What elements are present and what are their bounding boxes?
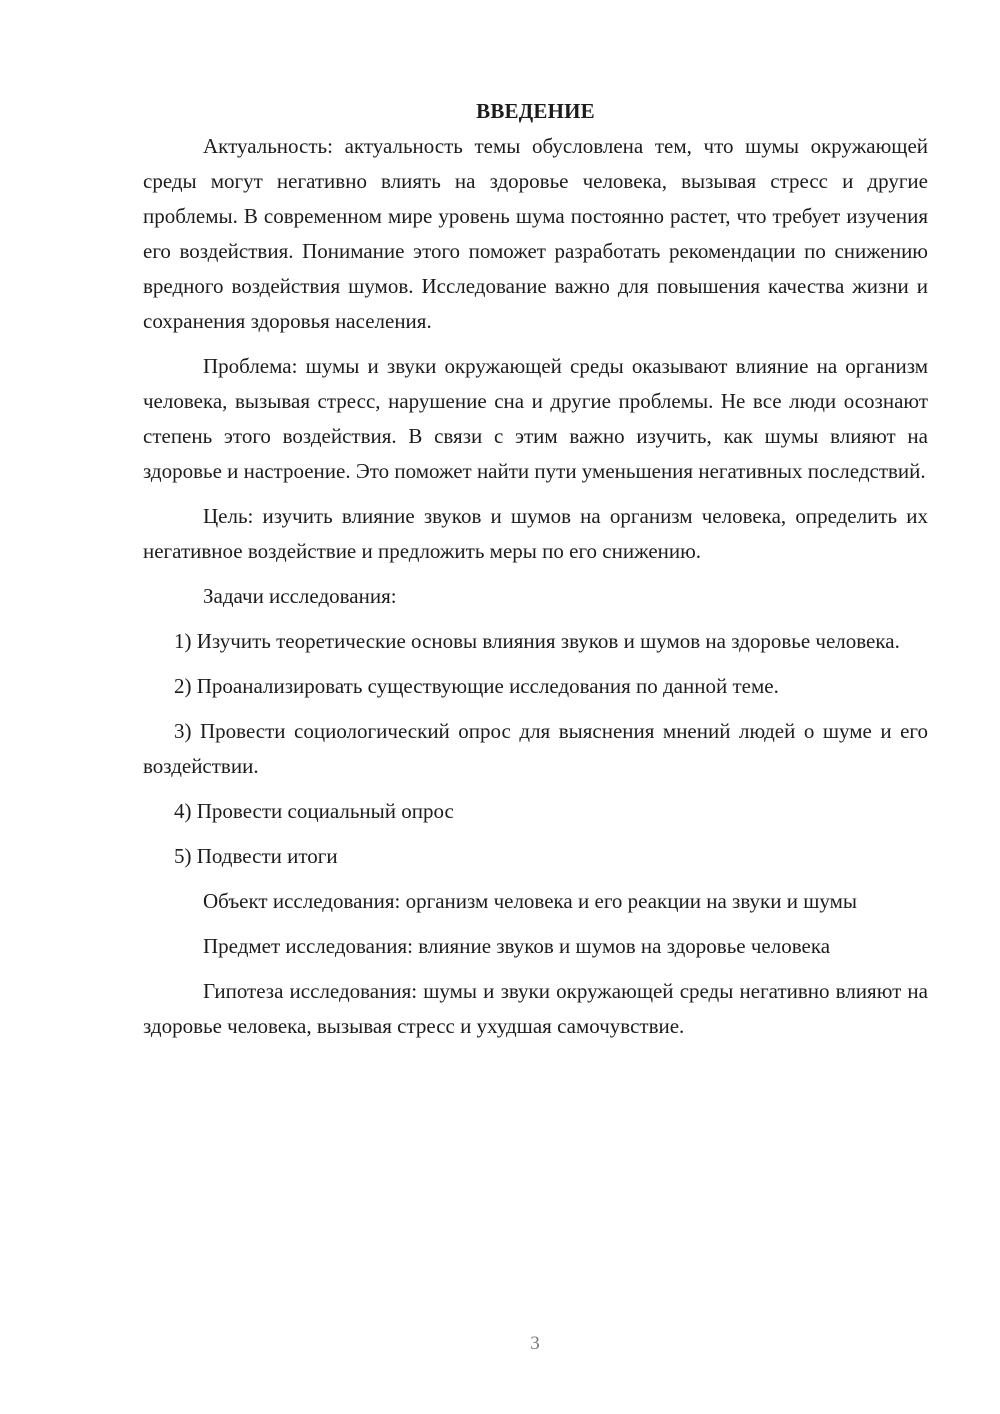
- task-item-4: 4) Провести социальный опрос: [174, 799, 454, 823]
- paragraph-hypothesis: Гипотеза исследования: шумы и звуки окружающей среды негативно влияют на здоровье человека, вызывая стресс и ухудшая самочувствие.: [143, 979, 928, 1038]
- document-title: ВВЕДЕНИЕ: [476, 99, 595, 123]
- page-number: 3: [530, 1333, 540, 1354]
- paragraph-goal: Цель: изучить влияние звуков и шумов на организм человека, определить их негативное воздействие и предложить меры по его снижению.: [143, 504, 928, 563]
- task-item-1: 1) Изучить теоретические основы влияния звуков и шумов на здоровье человека.: [174, 629, 900, 653]
- tasks-heading: Задачи исследования:: [203, 584, 397, 608]
- document-page: [143, 94, 928, 1044]
- task-item-2: 2) Проанализировать существующие исследования по данной теме.: [174, 674, 779, 698]
- paragraph-problem: Проблема: шумы и звуки окружающей среды оказывают влияние на организм человека, вызывая стресс, нарушение сна и другие проблемы. Не все люди осознают степень этого воздействия. В связи с этим важно изучить, как шумы влияют на здоровье и настроение. Это поможет найти пути уменьшения негативных последствий.: [143, 354, 928, 483]
- task-item-5: 5) Подвести итоги: [174, 844, 338, 868]
- paragraph-object: Объект исследования: организм человека и его реакции на звуки и шумы: [203, 889, 857, 913]
- task-item-3: 3) Провести социологический опрос для выяснения мнений людей о шуме и его воздействии.: [143, 719, 928, 778]
- paragraph-relevance: Актуальность: актуальность темы обусловлена тем, что шумы окружающей среды могут негативно влиять на здоровье человека, вызывая стресс и другие проблемы. В современном мире уровень шума постоянно растет, что требует изучения его воздействия. Понимание этого поможет разработать рекомендации по снижению вредного воздействия шумов. Исследование важно для повышения качества жизни и сохранения здоровья населения.: [143, 134, 928, 333]
- paragraph-subject: Предмет исследования: влияние звуков и шумов на здоровье человека: [203, 934, 831, 958]
